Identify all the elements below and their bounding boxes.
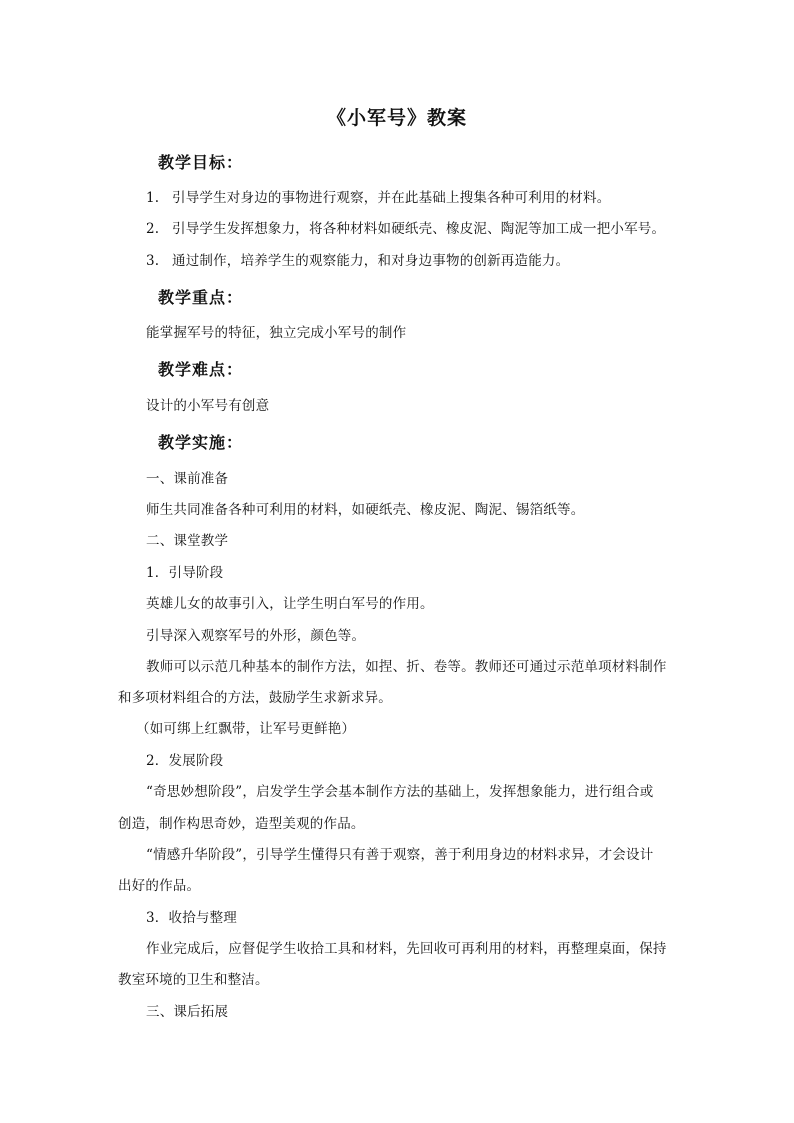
- goal-text: 通过制作，培养学生的观察能力，和对身边事物的创新再造能力。: [172, 253, 570, 269]
- stage2-paragraph2-line-1: “情感升华阶段”，引导学生懂得只有善于观察，善于利用身边的材料求异，才会设计: [146, 847, 654, 863]
- part1-title: 一、课前准备: [146, 471, 229, 487]
- stage1-line-1: 英雄儿女的故事引入，让学生明白军号的作用。: [146, 596, 434, 612]
- stage3-title: 3．收拾与整理: [146, 910, 237, 926]
- stage2-title: 2．发展阶段: [146, 753, 224, 769]
- document-title: 《小军号》教案: [326, 107, 467, 129]
- part2-title: 二、课堂教学: [146, 533, 229, 549]
- part3-title: 三、课后拓展: [146, 1004, 229, 1020]
- goal-item-2: [146, 217, 706, 237]
- stage1-line-2: 引导深入观察军号的外形，颜色等。: [146, 628, 366, 644]
- part1-text: 师生共同准备各种可利用的材料，如硬纸壳、橡皮泥、陶泥、锡箔纸等。: [146, 502, 585, 518]
- difficulty-text: 设计的小军号有创意: [146, 398, 270, 414]
- goals-heading: 教学目标：: [158, 153, 244, 172]
- goal-text: 引导学生发挥想象力，将各种材料如硬纸壳、橡皮泥、陶泥等加工成一把小军号。: [172, 221, 666, 237]
- stage1-title: 1．引导阶段: [146, 565, 224, 581]
- stage3-paragraph-line-2: 教室环境的卫生和整洁。: [118, 972, 269, 988]
- stage1-paragraph-line-2: 和多项材料组合的方法，鼓励学生求新求异。: [118, 690, 392, 706]
- stage1-note: （如可绑上红飘带，让军号更鲜艳）: [136, 721, 356, 737]
- goal-number: 2.: [146, 221, 160, 237]
- goal-item-1: [146, 186, 706, 206]
- goal-item-3: [146, 249, 706, 269]
- implementation-heading: 教学实施：: [158, 433, 244, 452]
- goal-text: 引导学生对身边的事物进行观察，并在此基础上搜集各种可利用的材料。: [172, 190, 611, 206]
- stage2-paragraph1-line-2: 创造，制作构思奇妙，造型美观的作品。: [118, 816, 365, 832]
- goal-number: 1.: [146, 190, 160, 206]
- focus-heading: 教学重点：: [158, 288, 244, 307]
- goal-number: 3.: [146, 253, 160, 269]
- focus-text: 能掌握军号的特征，独立完成小军号的制作: [146, 325, 407, 341]
- stage1-paragraph-line-1: 教师可以示范几种基本的制作方法，如捏、折、卷等。教师还可通过示范单项材料制作: [146, 659, 667, 675]
- stage2-paragraph2-line-2: 出好的作品。: [118, 878, 201, 894]
- stage3-paragraph-line-1: 作业完成后，应督促学生收拾工具和材料，先回收可再利用的材料，再整理桌面，保持: [146, 941, 667, 957]
- difficulty-heading: 教学难点：: [158, 360, 244, 379]
- stage2-paragraph1-line-1: “奇思妙想阶段”，启发学生学会基本制作方法的基础上，发挥想象能力，进行组合或: [146, 784, 654, 800]
